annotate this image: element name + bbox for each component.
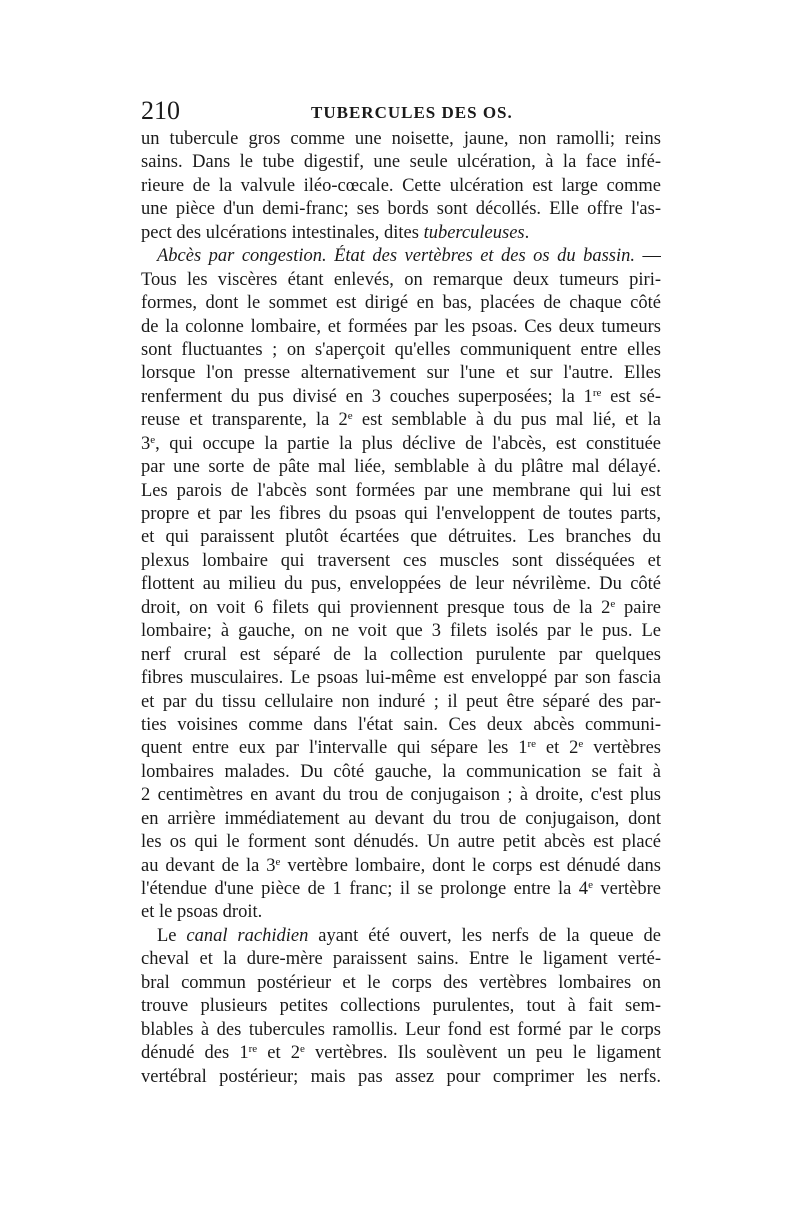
text-segment: —: [635, 246, 661, 267]
text-segment: fibres musculaires. Le psoas lui-même est enveloppé par son fascia: [141, 668, 661, 689]
text-segment: par une sorte de pâte mal liée, semblable à du plâtre mal délayé.: [141, 457, 661, 478]
text-line: [141, 573, 661, 596]
text-line: [141, 128, 661, 151]
text-segment: formes, dont le sommet est dirigé en bas, placées de chaque côté: [141, 293, 661, 314]
text-segment: .: [524, 222, 530, 243]
text-line: [141, 597, 661, 620]
text-segment: vertèbres: [583, 738, 661, 759]
italic-text: canal rachidien: [186, 925, 309, 946]
text-segment: flottent au milieu du pus, enveloppées de leur névrilème. Du côté: [141, 574, 661, 595]
text-line: [141, 644, 661, 667]
superscript: e: [588, 879, 593, 891]
text-line: [141, 737, 661, 760]
text-line: [141, 386, 661, 409]
text-segment: et 2: [257, 1043, 301, 1064]
text-line: [141, 339, 661, 362]
text-line: [141, 526, 661, 549]
text-line: [141, 550, 661, 573]
text-segment: rieure de la valvule iléo-cœcale. Cette ulcération est large comme: [141, 175, 661, 196]
superscript: re: [527, 738, 537, 751]
text-line: [141, 151, 661, 174]
page-number: 210: [141, 96, 180, 125]
text-line: [141, 667, 661, 690]
text-segment: vertébral postérieur; mais pas assez pour comprimer les nerfs.: [141, 1066, 661, 1087]
text-segment: renferment du pus divisé en 3 couches superposées; la 1: [141, 386, 593, 407]
text-segment: et qui paraissent plutôt écartées que détruites. Les branches du: [141, 527, 661, 548]
text-segment: bral commun postérieur et le corps des vertèbres lombaires on: [141, 972, 661, 993]
text-segment: ties voisines comme dans l'état sain. Ces deux abcès communi-: [141, 714, 661, 735]
text-line: [141, 433, 661, 456]
superscript: e: [578, 738, 584, 751]
text-segment: une pièce d'un demi-franc; ses bords sont décollés. Elle offre l'as-: [141, 199, 661, 220]
text-segment: sains. Dans le tube digestif, une seule ulcération, à la face infé-: [141, 152, 661, 173]
text-line: [141, 1042, 661, 1065]
text-segment: Les parois de l'abcès sont formées par une membrane qui lui est: [141, 480, 661, 501]
text-segment: dénudé des 1: [141, 1043, 249, 1064]
running-title: TUBERCULES DES OS.: [311, 103, 513, 122]
text-segment: pect des ulcérations intestinales, dites: [141, 222, 424, 243]
text-segment: l'étendue d'une pièce de 1 franc; il se prolonge entre la 4: [141, 879, 589, 899]
text-line: [141, 972, 661, 995]
superscript: re: [592, 386, 602, 399]
text-line: [141, 808, 661, 831]
text-line: [141, 620, 661, 643]
text-line: [141, 503, 661, 526]
superscript: e: [347, 410, 353, 423]
text-line: [141, 480, 661, 503]
text-segment: blables à des tubercules ramollis. Leur fond est formé par le corps: [141, 1019, 661, 1040]
text-segment: les os qui le forment sont dénudés. Un autre petit abcès est placé: [141, 832, 661, 853]
text-segment: en arrière immédiatement au devant du trou de conjugaison, dont: [141, 808, 661, 829]
text-segment: lombaires malades. Du côté gauche, la communication se fait à: [141, 761, 661, 782]
text-line: [141, 1019, 661, 1042]
superscript: e: [300, 1043, 305, 1056]
body-text: [141, 128, 661, 1089]
text-segment: droit, on voit 6 filets qui proviennent presque tous de la 2: [141, 597, 611, 618]
text-segment: 3: [141, 433, 151, 454]
text-segment: , qui occupe la partie la plus déclive de l'abcès, est constituée: [155, 433, 661, 454]
text-line: [141, 1066, 661, 1089]
text-line: [141, 831, 661, 854]
text-segment: reuse et transparente, la 2: [141, 410, 348, 431]
italic-text: Abcès par congestion. État des vertèbres et des os du bassin.: [157, 246, 636, 267]
text-line: [141, 362, 661, 385]
text-segment: au devant de la 3: [141, 855, 276, 876]
superscript: re: [248, 1043, 258, 1056]
text-segment: vertèbres. Ils soulèvent un peu le ligament: [304, 1043, 661, 1064]
text-segment: est sé-: [601, 386, 661, 407]
text-line: [141, 292, 661, 315]
text-segment: nerf crural est séparé de la collection purulente par quelques: [141, 644, 661, 665]
text-line: [141, 761, 661, 784]
text-segment: et par du tissu cellulaire non induré ; il peut être séparé des par-: [141, 691, 661, 712]
text-line: [141, 409, 661, 432]
text-segment: vertèbre lombaire, dont le corps est dénudé dans: [280, 855, 661, 876]
text-segment: plexus lombaire qui traversent ces muscles sont disséquées et: [141, 550, 661, 571]
superscript: e: [610, 597, 616, 610]
italic-text: tuberculeuses: [423, 222, 525, 243]
text-segment: lombaire; à gauche, on ne voit que 3 filets isolés par le pus. Le: [141, 621, 661, 642]
text-segment: 2 centimètres en avant du trou de conjugaison ; à droite, c'est plus: [141, 785, 661, 806]
text-line: [141, 948, 661, 971]
text-segment: quent entre eux par l'intervalle qui sépare les 1: [141, 738, 528, 759]
text-line: [141, 245, 661, 268]
text-segment: Tous les viscères étant enlevés, on remarque deux tumeurs piri-: [141, 269, 661, 290]
text-line: [141, 855, 661, 878]
superscript: e: [150, 433, 156, 446]
text-segment: paire: [615, 597, 661, 618]
text-segment: vertèbre: [592, 879, 661, 899]
superscript: e: [275, 855, 281, 868]
text-segment: ayant été ouvert, les nerfs de la queue de: [308, 925, 661, 946]
text-segment: lorsque l'on presse alternativement sur l'une et sur l'autre. Elles: [141, 363, 661, 384]
text-segment: un tubercule gros comme une noisette, jaune, non ramolli; reins: [141, 129, 661, 149]
text-segment: est semblable à du pus mal lié, et la: [352, 410, 661, 431]
text-line: [141, 995, 661, 1018]
text-segment: trouve plusieurs petites collections purulentes, tout à fait sem-: [141, 996, 661, 1017]
text-line: [141, 691, 661, 714]
text-segment: et 2: [536, 738, 579, 759]
page-header: [141, 96, 661, 130]
text-line: [141, 784, 661, 807]
text-line: [141, 714, 661, 737]
text-line: [141, 175, 661, 198]
text-line: [141, 198, 661, 221]
text-line: [141, 316, 661, 339]
text-line: [141, 222, 661, 245]
text-segment: sont fluctuantes ; on s'aperçoit qu'elles communiquent entre elles: [141, 339, 661, 360]
text-segment: cheval et la dure-mère paraissent sains. Entre le ligament verté-: [141, 949, 661, 970]
text-line: [141, 901, 661, 924]
text-segment: de la colonne lombaire, et formées par les psoas. Ces deux tumeurs: [141, 316, 661, 337]
text-line: [141, 925, 661, 948]
text-line: [141, 456, 661, 479]
text-line: [141, 878, 661, 901]
text-segment: Le: [157, 925, 187, 946]
text-line: [141, 269, 661, 292]
text-segment: propre et par les fibres du psoas qui l'enveloppent de toutes parts,: [141, 504, 661, 524]
text-segment: et le psoas droit.: [141, 902, 263, 923]
